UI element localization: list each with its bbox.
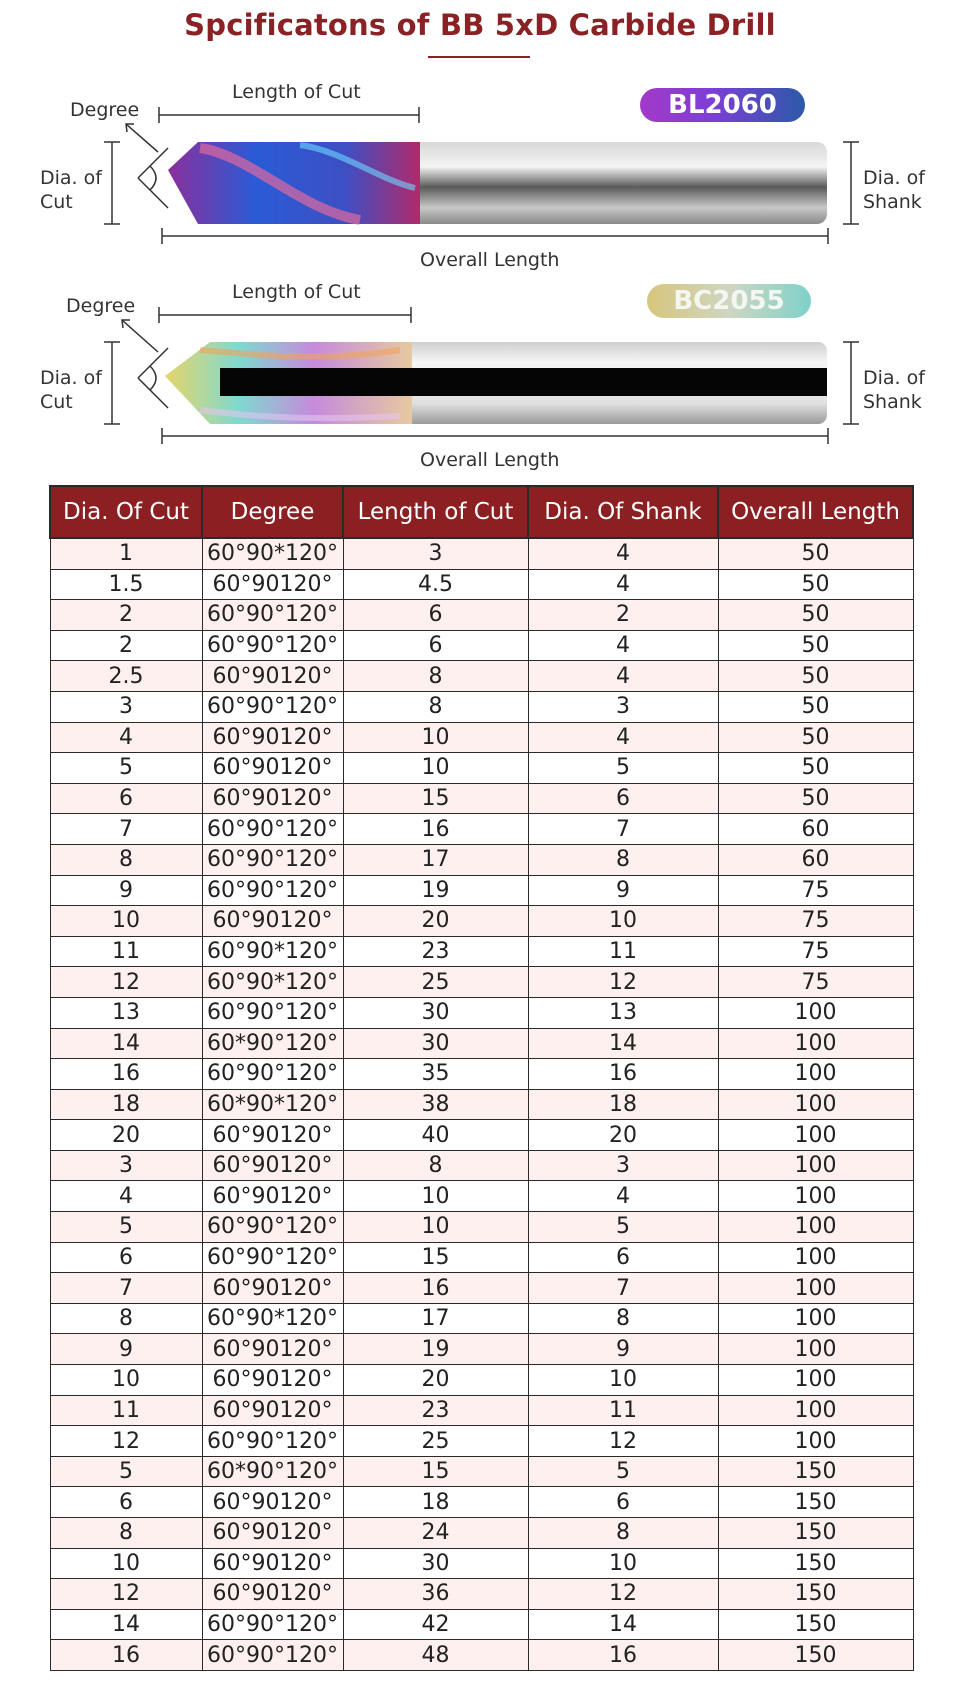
header-overall-length: Overall Length [718,486,913,538]
table-row [50,1120,913,1151]
cell-degree: 60°90°120° [202,1640,343,1671]
cell-dia-of-shank: 2 [528,600,718,631]
table-row [50,1303,913,1334]
cell-dia-of-cut: 10 [50,1548,202,1579]
cell-length-of-cut: 17 [343,844,528,875]
cell-dia-of-shank: 3 [528,691,718,722]
cell-overall-length: 150 [718,1518,913,1549]
cell-degree: 60°90°120° [202,691,343,722]
header-degree: Degree [202,486,343,538]
cell-dia-of-shank: 4 [528,1181,718,1212]
cell-dia-of-cut: 8 [50,844,202,875]
cell-dia-of-shank: 12 [528,967,718,998]
cell-length-of-cut: 8 [343,1150,528,1181]
cell-overall-length: 75 [718,967,913,998]
dia-of-cut-label: Dia. of Cut [40,367,102,413]
cell-length-of-cut: 16 [343,1273,528,1304]
cell-overall-length: 100 [718,1059,913,1090]
cell-overall-length: 100 [718,1273,913,1304]
cell-degree: 60°90120° [202,1579,343,1610]
cell-dia-of-cut: 6 [50,1242,202,1273]
cell-length-of-cut: 3 [343,538,528,569]
table-row [50,1273,913,1304]
cell-dia-of-shank: 14 [528,1609,718,1640]
overall-length-label: Overall Length [420,249,560,271]
table-row [50,630,913,661]
dia-of-cut-label: Dia. of Cut [40,167,102,213]
cell-overall-length: 50 [718,722,913,753]
cell-overall-length: 100 [718,1395,913,1426]
cell-degree: 60°90120° [202,1181,343,1212]
cell-dia-of-shank: 16 [528,1059,718,1090]
cell-overall-length: 50 [718,630,913,661]
cell-dia-of-cut: 5 [50,753,202,784]
cell-overall-length: 100 [718,1334,913,1365]
cell-dia-of-cut: 16 [50,1059,202,1090]
cell-dia-of-cut: 12 [50,1579,202,1610]
cell-dia-of-shank: 20 [528,1120,718,1151]
cell-degree: 60°90120° [202,1120,343,1151]
cell-dia-of-shank: 6 [528,783,718,814]
cell-dia-of-cut: 4 [50,1181,202,1212]
cell-length-of-cut: 10 [343,722,528,753]
cell-overall-length: 150 [718,1640,913,1671]
cell-degree: 60°90°120° [202,814,343,845]
table-row [50,1028,913,1059]
table-row [50,1518,913,1549]
cell-overall-length: 100 [718,1181,913,1212]
page-title: Spcificatons of BB 5xD Carbide Drill [184,8,776,42]
cell-length-of-cut: 20 [343,906,528,937]
table-row [50,936,913,967]
cell-degree: 60°90120° [202,661,343,692]
cell-dia-of-cut: 13 [50,997,202,1028]
cell-dia-of-shank: 6 [528,1242,718,1273]
cell-length-of-cut: 10 [343,1181,528,1212]
degree-label: Degree [70,99,140,121]
cell-degree: 60°90°120° [202,875,343,906]
table-header-row [50,486,913,538]
cell-dia-of-shank: 12 [528,1579,718,1610]
cell-length-of-cut: 15 [343,1456,528,1487]
cell-dia-of-cut: 1 [50,538,202,569]
cell-overall-length: 50 [718,691,913,722]
cell-dia-of-shank: 9 [528,875,718,906]
header-dia-of-cut: Dia. Of Cut [50,486,202,538]
cell-overall-length: 100 [718,1089,913,1120]
cell-overall-length: 100 [718,997,913,1028]
drill-illustration-bl2060 [0,70,960,275]
cell-dia-of-cut: 3 [50,1150,202,1181]
cell-degree: 60°90*120° [202,936,343,967]
cell-dia-of-shank: 6 [528,1487,718,1518]
cell-overall-length: 50 [718,538,913,569]
cell-dia-of-shank: 8 [528,1518,718,1549]
cell-dia-of-cut: 18 [50,1089,202,1120]
table-row [50,1579,913,1610]
cell-length-of-cut: 25 [343,967,528,998]
cell-dia-of-cut: 5 [50,1212,202,1243]
table-row [50,1150,913,1181]
cell-length-of-cut: 17 [343,1303,528,1334]
cell-overall-length: 150 [718,1609,913,1640]
table-row [50,1640,913,1671]
cell-overall-length: 50 [718,569,913,600]
cell-overall-length: 50 [718,783,913,814]
cell-length-of-cut: 16 [343,814,528,845]
table-row [50,569,913,600]
cell-length-of-cut: 6 [343,600,528,631]
table-row [50,691,913,722]
cell-degree: 60°90°120° [202,1426,343,1457]
table-row [50,1365,913,1396]
cell-degree: 60°90120° [202,1518,343,1549]
cell-degree: 60°90°120° [202,1242,343,1273]
cell-degree: 60°90°120° [202,1059,343,1090]
table-row [50,1059,913,1090]
cell-dia-of-shank: 4 [528,569,718,600]
cell-dia-of-cut: 9 [50,1334,202,1365]
cell-dia-of-cut: 2 [50,630,202,661]
cell-dia-of-cut: 6 [50,783,202,814]
cell-overall-length: 100 [718,1426,913,1457]
cell-length-of-cut: 23 [343,936,528,967]
cell-dia-of-cut: 8 [50,1303,202,1334]
cell-degree: 60°90°120° [202,844,343,875]
cell-degree: 60°90120° [202,1334,343,1365]
cell-dia-of-cut: 7 [50,814,202,845]
table-row [50,997,913,1028]
length-of-cut-label: Length of Cut [232,281,361,303]
model-badge-bl2060: BL2060 [640,88,805,122]
dia-of-shank-label: Dia. of Shank [863,367,925,413]
table-body [50,538,913,1670]
cell-length-of-cut: 19 [343,1334,528,1365]
cell-dia-of-shank: 11 [528,936,718,967]
cell-length-of-cut: 24 [343,1518,528,1549]
cell-dia-of-shank: 4 [528,630,718,661]
cell-length-of-cut: 40 [343,1120,528,1151]
cell-length-of-cut: 36 [343,1579,528,1610]
cell-degree: 60*90°120° [202,1456,343,1487]
title-underline [428,56,530,58]
cell-degree: 60°90°120° [202,600,343,631]
cell-dia-of-shank: 4 [528,538,718,569]
table-row [50,1456,913,1487]
degree-label: Degree [66,295,136,317]
cell-dia-of-cut: 14 [50,1028,202,1059]
cell-length-of-cut: 19 [343,875,528,906]
table-row [50,1089,913,1120]
drill-illustration-bc2055 [0,270,960,475]
cell-dia-of-cut: 5 [50,1456,202,1487]
table-row [50,1212,913,1243]
table-row [50,967,913,998]
table-row [50,538,913,569]
drill-diagram-bc2055 [0,270,960,475]
cell-degree: 60°90°120° [202,1212,343,1243]
cell-overall-length: 100 [718,1303,913,1334]
cell-dia-of-shank: 8 [528,1303,718,1334]
length-of-cut-label: Length of Cut [232,81,361,103]
table-row [50,722,913,753]
cell-dia-of-cut: 2 [50,600,202,631]
cell-dia-of-cut: 2.5 [50,661,202,692]
cell-length-of-cut: 25 [343,1426,528,1457]
drill-diagram-bl2060 [0,70,960,275]
table-row [50,1395,913,1426]
cell-length-of-cut: 20 [343,1365,528,1396]
cell-degree: 60°90°120° [202,1609,343,1640]
cell-degree: 60*90*120° [202,1089,343,1120]
header-length-of-cut: Length of Cut [343,486,528,538]
table-row [50,1181,913,1212]
cell-degree: 60°90°120° [202,630,343,661]
cell-dia-of-shank: 3 [528,1150,718,1181]
cell-degree: 60°90120° [202,1487,343,1518]
cell-degree: 60°90*120° [202,538,343,569]
cell-overall-length: 150 [718,1579,913,1610]
cell-degree: 60°90120° [202,1548,343,1579]
cell-degree: 60*90°120° [202,1028,343,1059]
cell-length-of-cut: 30 [343,1028,528,1059]
cell-dia-of-cut: 12 [50,967,202,998]
cell-degree: 60°90120° [202,1365,343,1396]
cell-degree: 60°90120° [202,753,343,784]
cell-overall-length: 50 [718,661,913,692]
cell-dia-of-cut: 3 [50,691,202,722]
table-row [50,1426,913,1457]
cell-overall-length: 150 [718,1487,913,1518]
cell-length-of-cut: 15 [343,1242,528,1273]
cell-overall-length: 50 [718,600,913,631]
cell-length-of-cut: 15 [343,783,528,814]
cell-dia-of-shank: 5 [528,753,718,784]
overall-length-label: Overall Length [420,449,560,471]
cell-dia-of-shank: 13 [528,997,718,1028]
table-row [50,661,913,692]
cell-degree: 60°90*120° [202,967,343,998]
cell-overall-length: 150 [718,1548,913,1579]
cell-length-of-cut: 10 [343,753,528,784]
cell-dia-of-cut: 14 [50,1609,202,1640]
cell-overall-length: 100 [718,1242,913,1273]
cell-degree: 60°90*120° [202,1303,343,1334]
cell-overall-length: 50 [718,753,913,784]
cell-dia-of-cut: 12 [50,1426,202,1457]
table-row [50,600,913,631]
cell-overall-length: 100 [718,1365,913,1396]
cell-dia-of-cut: 16 [50,1640,202,1671]
table-row [50,753,913,784]
table-row [50,1487,913,1518]
cell-dia-of-cut: 11 [50,1395,202,1426]
cell-length-of-cut: 18 [343,1487,528,1518]
cell-dia-of-cut: 4 [50,722,202,753]
cell-length-of-cut: 8 [343,661,528,692]
cell-overall-length: 75 [718,936,913,967]
header-dia-of-shank: Dia. Of Shank [528,486,718,538]
cell-dia-of-shank: 10 [528,1548,718,1579]
table-row [50,1548,913,1579]
cell-overall-length: 75 [718,875,913,906]
cell-length-of-cut: 42 [343,1609,528,1640]
cell-length-of-cut: 23 [343,1395,528,1426]
table-row [50,844,913,875]
cell-overall-length: 75 [718,906,913,937]
table-row [50,1334,913,1365]
cell-length-of-cut: 10 [343,1212,528,1243]
cell-dia-of-cut: 1.5 [50,569,202,600]
cell-dia-of-shank: 5 [528,1212,718,1243]
cell-dia-of-cut: 9 [50,875,202,906]
cell-degree: 60°90120° [202,1150,343,1181]
cell-degree: 60°90120° [202,1273,343,1304]
cell-dia-of-shank: 14 [528,1028,718,1059]
table-row [50,783,913,814]
table-row [50,814,913,845]
cell-dia-of-shank: 7 [528,814,718,845]
cell-dia-of-shank: 10 [528,1365,718,1396]
cell-length-of-cut: 30 [343,997,528,1028]
cell-overall-length: 100 [718,1212,913,1243]
cell-length-of-cut: 4.5 [343,569,528,600]
cell-overall-length: 60 [718,844,913,875]
cell-dia-of-cut: 10 [50,1365,202,1396]
model-badge-bc2055: BC2055 [647,284,811,318]
cell-length-of-cut: 8 [343,691,528,722]
cell-dia-of-shank: 4 [528,722,718,753]
cell-dia-of-shank: 8 [528,844,718,875]
cell-dia-of-cut: 10 [50,906,202,937]
cell-dia-of-shank: 9 [528,1334,718,1365]
cell-length-of-cut: 30 [343,1548,528,1579]
cell-length-of-cut: 35 [343,1059,528,1090]
cell-dia-of-shank: 11 [528,1395,718,1426]
cell-degree: 60°90120° [202,1395,343,1426]
cell-dia-of-shank: 4 [528,661,718,692]
cell-dia-of-cut: 7 [50,1273,202,1304]
cell-dia-of-shank: 7 [528,1273,718,1304]
cell-dia-of-cut: 8 [50,1518,202,1549]
cell-overall-length: 150 [718,1456,913,1487]
cell-overall-length: 100 [718,1028,913,1059]
cell-overall-length: 100 [718,1150,913,1181]
cell-dia-of-cut: 20 [50,1120,202,1151]
cell-length-of-cut: 38 [343,1089,528,1120]
table-row [50,875,913,906]
spec-table [49,485,914,1671]
cell-dia-of-cut: 11 [50,936,202,967]
cell-dia-of-cut: 6 [50,1487,202,1518]
cell-dia-of-shank: 10 [528,906,718,937]
cell-degree: 60°90120° [202,783,343,814]
cell-length-of-cut: 6 [343,630,528,661]
dia-of-shank-label: Dia. of Shank [863,167,925,213]
table-row [50,1609,913,1640]
cell-dia-of-shank: 18 [528,1089,718,1120]
cell-dia-of-shank: 12 [528,1426,718,1457]
cell-degree: 60°90120° [202,569,343,600]
cell-degree: 60°90120° [202,722,343,753]
cell-degree: 60°90120° [202,906,343,937]
cell-degree: 60°90°120° [202,997,343,1028]
cell-dia-of-shank: 5 [528,1456,718,1487]
cell-overall-length: 60 [718,814,913,845]
cell-length-of-cut: 48 [343,1640,528,1671]
table-row [50,1242,913,1273]
table-row [50,906,913,937]
cell-dia-of-shank: 16 [528,1640,718,1671]
cell-overall-length: 100 [718,1120,913,1151]
